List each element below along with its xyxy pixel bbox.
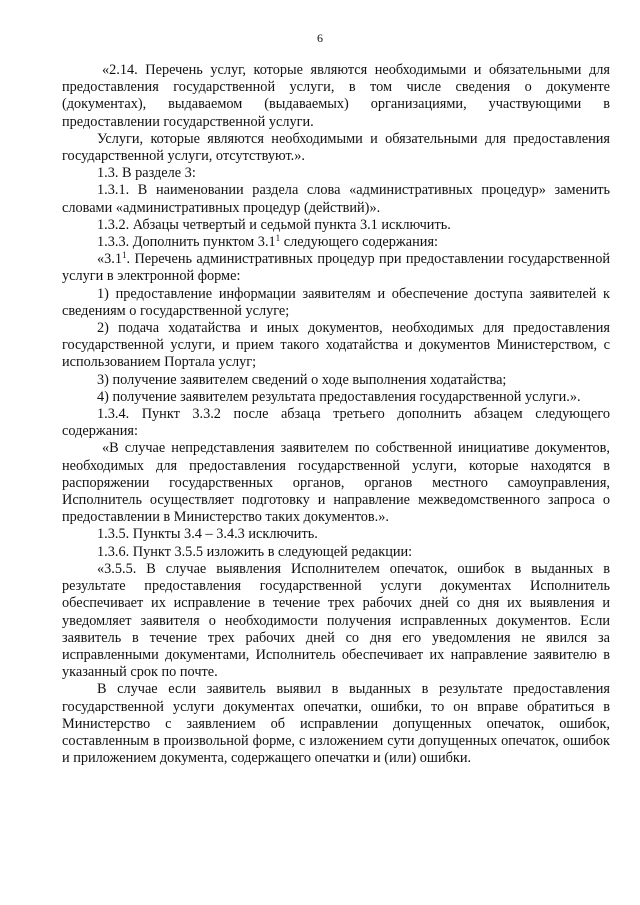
paragraph-3-1-1 [62,251,610,285]
paragraph-3-1-1-text: . Перечень административных процедур при предоставлении государственной услуги в электронной форме: [62,251,610,285]
paragraph-1-3-5: 1.3.5. Пункты 3.4 – 3.4.3 исключить. [97,526,318,543]
paragraph-1-3-3-text: 1.3.3. Дополнить пунктом 3.1 [97,234,276,251]
paragraph-1-3-6: 1.3.6. Пункт 3.5.5 изложить в следующей редакции: [97,543,413,560]
list-item-3: 3) получение заявителем сведений о ходе выполнения ходатайства; [97,371,507,388]
paragraph-3-1-1-number: «3.1 [97,251,123,268]
paragraph-2-14: «2.14. Перечень услуг, которые являются необходимыми и обязательными для предоставления государственной услуги, в том числе сведения о документе (документах), выдаваемом (выдаваемых) организациями, участвующими в предоставлении государственной услуги. [62,62,610,130]
paragraph-1-3-1: 1.3.1. В наименовании раздела слова «административных процедур» заменить словами «административных процедур (действий)». [62,182,610,216]
superscript-marker: 1 [275,233,281,244]
paragraph-services: Услуги, которые являются необходимыми и обязательными для предоставления государственной услуги, отсутствуют.». [62,130,610,165]
page-number: 6 [317,31,323,45]
paragraph-1-3-3 [62,234,610,251]
paragraph-quote-interagency: «В случае непредставления заявителем по собственной инициативе документов, необходимых для предоставления государственной услуги, которые находятся в распоряжении государственных органов, органов местного самоуправления, Исполнитель осуществляет подготовку и направление межведомственного запроса о предоставлении в Министерство таких документов.». [62,440,610,526]
list-item-4: 4) получение заявителем результата предоставления государственной услуги.». [97,388,581,405]
paragraph-applicant-errors: В случае если заявитель выявил в выданных в результате предоставления государственной услуги документах опечатки, ошибки, то он вправе обратиться в Министерство с заявлением об исправлении допущенных опечаток, ошибок, составленным в произвольной форме, с изложением сути допущенных опечаток, ошибок и приложением документа, содержащего опечатки и (или) ошибки. [62,681,610,767]
paragraph-3-5-5: «3.5.5. В случае выявления Исполнителем опечаток, ошибок в выданных в результате предоставления государственной услуги документах Исполнитель обеспечивает их исправление в течение трех рабочих дней со дня их выявления и уведомляет заявителя о необходимости получения исправленных документов. Если заявитель в течение трех рабочих дней со дня его уведомления не явился за исправленными документами, Исполнитель обеспечивает их направление заявителю в указанный срок по почте. [62,560,610,681]
list-item-1: 1) предоставление информации заявителям и обеспечение доступа заявителей к сведениям о государственной услуге; [62,285,610,319]
superscript-marker: 1 [122,250,127,261]
list-item-2: 2) подача ходатайства и иных документов, необходимых для предоставления государственной услуги, и прием такого ходатайства и документов Министерством, с использованием Портала услуг; [62,320,610,371]
paragraph-1-3: 1.3. В разделе 3: [97,165,196,182]
paragraph-1-3-3-tail: следующего содержания: [280,234,438,251]
paragraph-1-3-4: 1.3.4. Пункт 3.3.2 после абзаца третьего дополнить абзацем следующего содержания: [62,406,610,440]
document-body [62,62,610,767]
paragraph-1-3-2: 1.3.2. Абзацы четвертый и седьмой пункта 3.1 исключить. [97,216,451,233]
